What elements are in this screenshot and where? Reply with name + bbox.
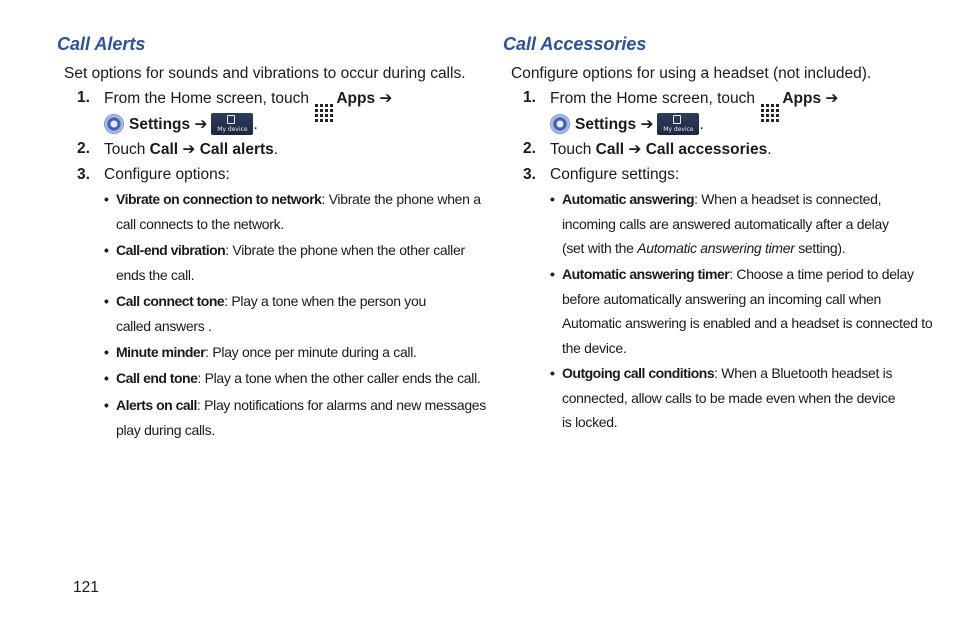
settings-gear-icon — [104, 114, 124, 134]
apps-grid-icon — [315, 104, 333, 122]
settings-gear-icon — [550, 114, 570, 134]
settings-label: Settings ➔ — [129, 116, 208, 133]
settings-label: Settings ➔ — [575, 116, 654, 133]
page-number: 121 — [73, 579, 99, 596]
call-alerts-path: Call ➔ Call alerts — [149, 141, 274, 158]
apps-label: Apps ➔ — [336, 90, 393, 107]
apps-grid-icon — [761, 104, 779, 122]
apps-label: Apps ➔ — [782, 90, 839, 107]
my-device-icon: My device — [657, 113, 699, 135]
call-accessories-intro: Configure options for using a headset (not included). — [511, 65, 872, 82]
call-alerts-intro: Set options for sounds and vibrations to occur during calls. — [64, 65, 466, 82]
my-device-icon: My device — [211, 113, 253, 135]
call-accessories-path: Call ➔ Call accessories — [595, 141, 768, 158]
call-alerts-heading: Call Alerts — [57, 34, 146, 54]
call-accessories-heading: Call Accessories — [503, 34, 647, 54]
